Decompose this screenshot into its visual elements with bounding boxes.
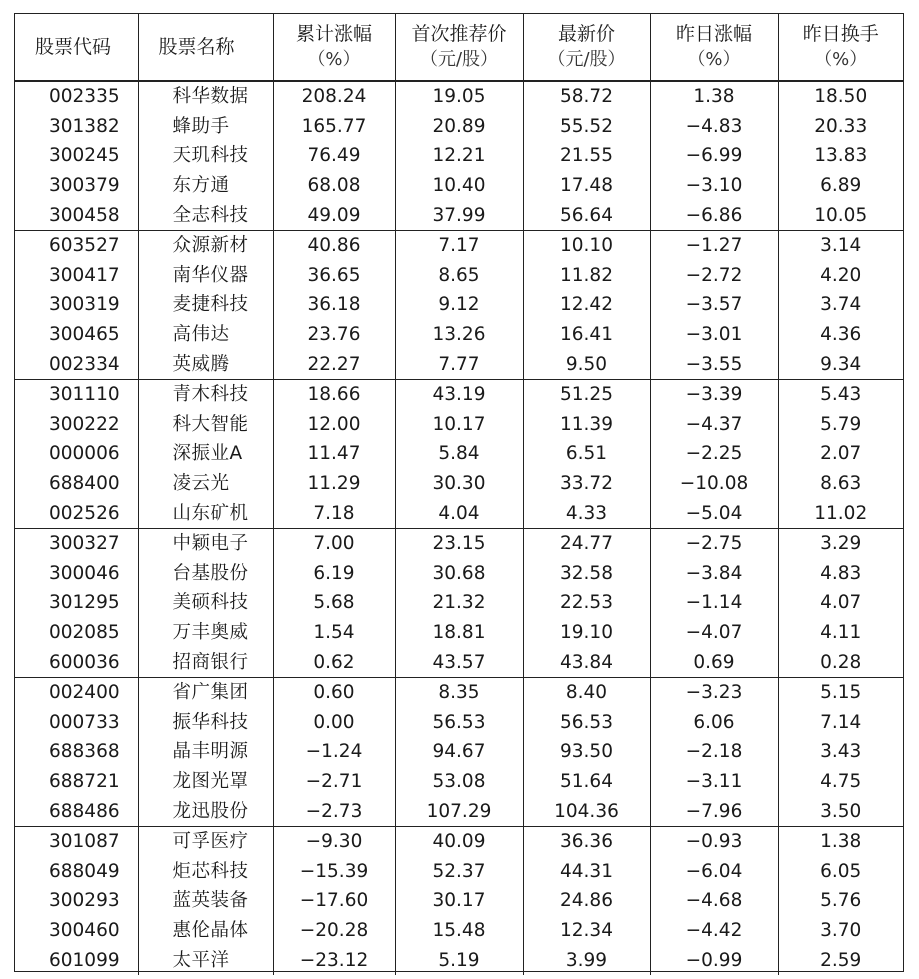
cumulative-gain-cell: 0.00	[273, 707, 395, 737]
stock-code-cell: 688400	[49, 473, 120, 495]
table-row	[15, 410, 903, 440]
yesterday-turnover-cell: 0.28	[778, 647, 903, 677]
cumulative-gain-cell: −23.12	[273, 945, 395, 975]
cumulative-gain-cell: 11.29	[273, 469, 395, 499]
yesterday-gain-cell: −3.55	[650, 349, 778, 379]
first-price-cell: 5.84	[395, 439, 523, 469]
yesterday-turnover-cell: 18.50	[778, 81, 903, 112]
table-row	[15, 112, 903, 142]
latest-price-cell: 56.64	[523, 200, 650, 230]
stock-code-cell: 300458	[15, 200, 138, 230]
latest-price-cell: 19.10	[523, 618, 650, 648]
stock-name-cell: 英威腾	[138, 349, 273, 379]
yesterday-gain-cell: −3.11	[650, 767, 778, 797]
stock-name-cell: 麦捷科技	[138, 290, 273, 320]
latest-price-cell: 9.50	[523, 349, 650, 379]
stock-name-cell: 万丰奥威	[138, 618, 273, 648]
yesterday-turnover-cell: 10.05	[778, 200, 903, 230]
first-price-cell: 40.09	[395, 826, 523, 856]
first-price-cell: 15.48	[395, 916, 523, 946]
yesterday-turnover-cell: 3.70	[778, 916, 903, 946]
stock-name-cell: 可孚医疗	[138, 826, 273, 856]
stock-code-cell: 002335	[49, 86, 120, 108]
yesterday-turnover-cell: 3.14	[778, 230, 903, 260]
stock-code-cell: 002334	[15, 349, 138, 379]
stock-name-cell: 天玑科技	[138, 141, 273, 171]
yesterday-gain-cell: −3.84	[650, 559, 778, 589]
yesterday-turnover-cell: 6.05	[778, 856, 903, 886]
latest-price-cell: 10.10	[523, 230, 650, 260]
header-stock-code: 股票代码	[15, 14, 138, 81]
table-row	[15, 200, 903, 230]
yesterday-gain-cell: −10.08	[650, 469, 778, 499]
yesterday-turnover-cell: 9.34	[778, 349, 903, 379]
stock-code-cell: 300327	[49, 533, 120, 555]
yesterday-turnover-cell: 13.83	[778, 141, 903, 171]
stock-code-cell: 002400	[49, 682, 120, 704]
cumulative-gain-cell: 68.08	[273, 171, 395, 201]
table-row	[15, 677, 903, 707]
first-price-cell: 94.67	[395, 737, 523, 767]
stock-name-cell: 太平洋	[138, 945, 273, 975]
cumulative-gain-cell: 1.54	[273, 618, 395, 648]
cumulative-gain-cell: 5.68	[273, 588, 395, 618]
yesterday-gain-cell: −1.14	[650, 588, 778, 618]
stock-code-cell: 301295	[49, 592, 120, 614]
stock-name-cell: 振华科技	[138, 707, 273, 737]
stock-code-cell: 300460	[49, 919, 120, 941]
yesterday-turnover-cell: 4.11	[778, 618, 903, 648]
stock-code-cell: 301087	[49, 831, 120, 853]
yesterday-gain-cell: −4.07	[650, 618, 778, 648]
first-price-cell: 12.21	[395, 141, 523, 171]
stock-code-cell: 301110	[49, 384, 120, 406]
yesterday-turnover-cell: 2.07	[778, 439, 903, 469]
stock-code-cell: 601099	[49, 949, 120, 971]
table-row	[15, 886, 903, 916]
stock-code-cell: 002526	[15, 498, 138, 528]
yesterday-gain-cell: −3.01	[650, 320, 778, 350]
cumulative-gain-cell: 49.09	[273, 200, 395, 230]
first-price-cell: 7.77	[395, 349, 523, 379]
first-price-cell: 5.19	[395, 945, 523, 975]
latest-price-cell: 55.52	[523, 112, 650, 142]
table-row	[15, 469, 903, 499]
table-row	[15, 290, 903, 320]
table-row	[15, 856, 903, 886]
stock-name-cell: 众源新材	[138, 230, 273, 260]
yesterday-turnover-cell: 4.07	[778, 588, 903, 618]
latest-price-cell: 104.36	[523, 796, 650, 826]
yesterday-gain-cell: 1.38	[650, 81, 778, 112]
first-price-cell: 30.17	[395, 886, 523, 916]
table-row	[15, 945, 903, 975]
cumulative-gain-cell: −9.30	[273, 826, 395, 856]
yesterday-turnover-cell: 4.20	[778, 261, 903, 291]
latest-price-cell: 4.33	[523, 498, 650, 528]
yesterday-turnover-cell: 3.29	[778, 528, 903, 558]
stock-name-cell: 山东矿机	[138, 498, 273, 528]
first-price-cell: 23.15	[395, 528, 523, 558]
stock-name-cell: 凌云光	[138, 469, 273, 499]
yesterday-gain-cell: −6.04	[650, 856, 778, 886]
stock-code-cell: 300046	[49, 562, 120, 584]
stock-code-cell: 300319	[49, 294, 120, 316]
first-price-cell: 10.17	[395, 410, 523, 440]
latest-price-cell: 51.25	[523, 379, 650, 409]
yesterday-gain-cell: −6.86	[650, 200, 778, 230]
stock-code-cell: 688049	[49, 860, 120, 882]
stock-code-cell: 603527	[49, 235, 120, 257]
stock-name-cell: 省广集团	[138, 677, 273, 707]
yesterday-gain-cell: −0.99	[650, 945, 778, 975]
stock-code-cell: 688368	[49, 741, 120, 763]
stock-code-cell: 688721	[49, 770, 120, 792]
first-price-cell: 18.81	[395, 618, 523, 648]
latest-price-cell: 32.58	[523, 559, 650, 589]
table-row	[15, 261, 903, 291]
cumulative-gain-cell: 208.24	[273, 81, 395, 112]
first-price-cell: 13.26	[395, 320, 523, 350]
latest-price-cell: 24.77	[523, 528, 650, 558]
cumulative-gain-cell: 22.27	[273, 349, 395, 379]
stock-code-cell: 300245	[49, 145, 120, 167]
header-yesterday-gain: 昨日涨幅 （%）	[650, 14, 778, 81]
header-row	[15, 14, 903, 81]
first-price-cell: 30.68	[395, 559, 523, 589]
cumulative-gain-cell: 23.76	[273, 320, 395, 350]
header-stock-name: 股票名称	[138, 14, 273, 81]
latest-price-cell: 43.84	[523, 647, 650, 677]
stock-code-cell: 301382	[49, 115, 120, 137]
latest-price-cell: 58.72	[523, 81, 650, 112]
stock-name-cell: 蓝英装备	[138, 886, 273, 916]
table-row	[15, 320, 903, 350]
yesterday-gain-cell: −2.18	[650, 737, 778, 767]
first-price-cell: 9.12	[395, 290, 523, 320]
stock-name-cell: 美硕科技	[138, 588, 273, 618]
latest-price-cell: 51.64	[523, 767, 650, 797]
stock-code-cell: 000733	[49, 711, 120, 733]
yesterday-turnover-cell: 3.43	[778, 737, 903, 767]
table-row	[15, 379, 903, 409]
latest-price-cell: 11.39	[523, 410, 650, 440]
cumulative-gain-cell: 36.18	[273, 290, 395, 320]
stock-name-cell: 青木科技	[138, 379, 273, 409]
first-price-cell: 7.17	[395, 230, 523, 260]
cumulative-gain-cell: −2.71	[273, 767, 395, 797]
cumulative-gain-cell: 6.19	[273, 559, 395, 589]
stock-code-cell: 300465	[49, 324, 120, 346]
stock-name-cell: 招商银行	[138, 647, 273, 677]
stock-code-cell: 688486	[15, 796, 138, 826]
stock-code-cell: 000006	[49, 443, 120, 465]
latest-price-cell: 17.48	[523, 171, 650, 201]
cumulative-gain-cell: 7.00	[273, 528, 395, 558]
table-row	[15, 767, 903, 797]
first-price-cell: 20.89	[395, 112, 523, 142]
stock-name-cell: 中颖电子	[138, 528, 273, 558]
cumulative-gain-cell: 11.47	[273, 439, 395, 469]
first-price-cell: 56.53	[395, 707, 523, 737]
table-row	[15, 439, 903, 469]
cumulative-gain-cell: −20.28	[273, 916, 395, 946]
stock-name-cell: 惠伦晶体	[138, 916, 273, 946]
first-price-cell: 10.40	[395, 171, 523, 201]
latest-price-cell: 56.53	[523, 707, 650, 737]
stock-code-cell: 600036	[15, 647, 138, 677]
yesterday-gain-cell: −7.96	[650, 796, 778, 826]
first-price-cell: 30.30	[395, 469, 523, 499]
yesterday-turnover-cell: 11.02	[778, 498, 903, 528]
cumulative-gain-cell: −15.39	[273, 856, 395, 886]
cumulative-gain-cell: −17.60	[273, 886, 395, 916]
header-yesterday-turnover: 昨日换手 （%）	[778, 14, 903, 81]
table-row	[15, 81, 903, 112]
stock-name-cell: 蜂助手	[138, 112, 273, 142]
yesterday-turnover-cell: 8.63	[778, 469, 903, 499]
yesterday-gain-cell: −2.25	[650, 439, 778, 469]
yesterday-turnover-cell: 4.83	[778, 559, 903, 589]
stock-name-cell: 深振业A	[138, 439, 273, 469]
latest-price-cell: 93.50	[523, 737, 650, 767]
header-latest-price: 最新价 （元/股）	[523, 14, 650, 81]
cumulative-gain-cell: 0.60	[273, 677, 395, 707]
table-row	[15, 588, 903, 618]
yesterday-gain-cell: −5.04	[650, 498, 778, 528]
stock-name-cell: 龙图光罩	[138, 767, 273, 797]
yesterday-gain-cell: −4.68	[650, 886, 778, 916]
table-row	[15, 349, 903, 379]
first-price-cell: 8.65	[395, 261, 523, 291]
latest-price-cell: 21.55	[523, 141, 650, 171]
yesterday-turnover-cell: 5.15	[778, 677, 903, 707]
yesterday-gain-cell: −3.39	[650, 379, 778, 409]
stock-code-cell: 300379	[49, 175, 120, 197]
table-row	[15, 618, 903, 648]
yesterday-gain-cell: −4.83	[650, 112, 778, 142]
yesterday-gain-cell: −3.10	[650, 171, 778, 201]
table-row	[15, 737, 903, 767]
cumulative-gain-cell: 12.00	[273, 410, 395, 440]
yesterday-turnover-cell: 2.59	[778, 945, 903, 975]
latest-price-cell: 8.40	[523, 677, 650, 707]
yesterday-turnover-cell: 3.50	[778, 796, 903, 826]
table-row	[15, 528, 903, 558]
yesterday-turnover-cell: 5.76	[778, 886, 903, 916]
yesterday-turnover-cell: 7.14	[778, 707, 903, 737]
yesterday-turnover-cell: 4.75	[778, 767, 903, 797]
table-row	[15, 826, 903, 856]
first-price-cell: 53.08	[395, 767, 523, 797]
latest-price-cell: 44.31	[523, 856, 650, 886]
cumulative-gain-cell: 7.18	[273, 498, 395, 528]
first-price-cell: 8.35	[395, 677, 523, 707]
cumulative-gain-cell: −1.24	[273, 737, 395, 767]
yesterday-gain-cell: −2.72	[650, 261, 778, 291]
table-row	[15, 916, 903, 946]
yesterday-gain-cell: −0.93	[650, 826, 778, 856]
table-row	[15, 707, 903, 737]
stock-name-cell: 南华仪器	[138, 261, 273, 291]
header-cumulative-gain: 累计涨幅 （%）	[273, 14, 395, 81]
stock-name-cell: 全志科技	[138, 200, 273, 230]
first-price-cell: 21.32	[395, 588, 523, 618]
table-row	[15, 230, 903, 260]
yesterday-gain-cell: −2.75	[650, 528, 778, 558]
first-price-cell: 43.57	[395, 647, 523, 677]
yesterday-turnover-cell: 4.36	[778, 320, 903, 350]
yesterday-gain-cell: 6.06	[650, 707, 778, 737]
yesterday-gain-cell: −4.37	[650, 410, 778, 440]
latest-price-cell: 33.72	[523, 469, 650, 499]
latest-price-cell: 12.42	[523, 290, 650, 320]
stock-name-cell: 晶丰明源	[138, 737, 273, 767]
yesterday-gain-cell: −1.27	[650, 230, 778, 260]
table-row	[15, 796, 903, 826]
stock-name-cell: 东方通	[138, 171, 273, 201]
yesterday-turnover-cell: 1.38	[778, 826, 903, 856]
first-price-cell: 52.37	[395, 856, 523, 886]
stock-name-cell: 科华数据	[138, 81, 273, 112]
yesterday-turnover-cell: 5.43	[778, 379, 903, 409]
yesterday-gain-cell: 0.69	[650, 647, 778, 677]
table-row	[15, 647, 903, 677]
latest-price-cell: 12.34	[523, 916, 650, 946]
stock-name-cell: 科大智能	[138, 410, 273, 440]
latest-price-cell: 3.99	[523, 945, 650, 975]
yesterday-turnover-cell: 20.33	[778, 112, 903, 142]
cumulative-gain-cell: 40.86	[273, 230, 395, 260]
yesterday-gain-cell: −3.23	[650, 677, 778, 707]
stock-code-cell: 300417	[49, 264, 120, 286]
first-price-cell: 37.99	[395, 200, 523, 230]
latest-price-cell: 36.36	[523, 826, 650, 856]
stock-name-cell: 台基股份	[138, 559, 273, 589]
yesterday-turnover-cell: 6.89	[778, 171, 903, 201]
stock-code-cell: 300293	[49, 890, 120, 912]
table-row	[15, 141, 903, 171]
table-row	[15, 171, 903, 201]
stock-code-cell: 300222	[49, 413, 120, 435]
latest-price-cell: 22.53	[523, 588, 650, 618]
stock-name-cell: 炬芯科技	[138, 856, 273, 886]
first-price-cell: 19.05	[395, 81, 523, 112]
cumulative-gain-cell: 0.62	[273, 647, 395, 677]
cumulative-gain-cell: 165.77	[273, 112, 395, 142]
stock-name-cell: 高伟达	[138, 320, 273, 350]
cumulative-gain-cell: 18.66	[273, 379, 395, 409]
yesterday-turnover-cell: 3.74	[778, 290, 903, 320]
stock-table	[15, 14, 903, 975]
table-row	[15, 498, 903, 528]
cumulative-gain-cell: −2.73	[273, 796, 395, 826]
first-price-cell: 4.04	[395, 498, 523, 528]
stock-name-cell: 龙迅股份	[138, 796, 273, 826]
first-price-cell: 107.29	[395, 796, 523, 826]
stock-code-cell: 002085	[49, 621, 120, 643]
table-row	[15, 559, 903, 589]
yesterday-gain-cell: −3.57	[650, 290, 778, 320]
header-first-recommend-price: 首次推荐价 （元/股）	[395, 14, 523, 81]
table-body	[15, 81, 903, 975]
latest-price-cell: 6.51	[523, 439, 650, 469]
cumulative-gain-cell: 36.65	[273, 261, 395, 291]
latest-price-cell: 11.82	[523, 261, 650, 291]
stock-table-frame	[14, 13, 904, 972]
yesterday-turnover-cell: 5.79	[778, 410, 903, 440]
yesterday-gain-cell: −6.99	[650, 141, 778, 171]
latest-price-cell: 16.41	[523, 320, 650, 350]
cumulative-gain-cell: 76.49	[273, 141, 395, 171]
yesterday-gain-cell: −4.42	[650, 916, 778, 946]
first-price-cell: 43.19	[395, 379, 523, 409]
latest-price-cell: 24.86	[523, 886, 650, 916]
